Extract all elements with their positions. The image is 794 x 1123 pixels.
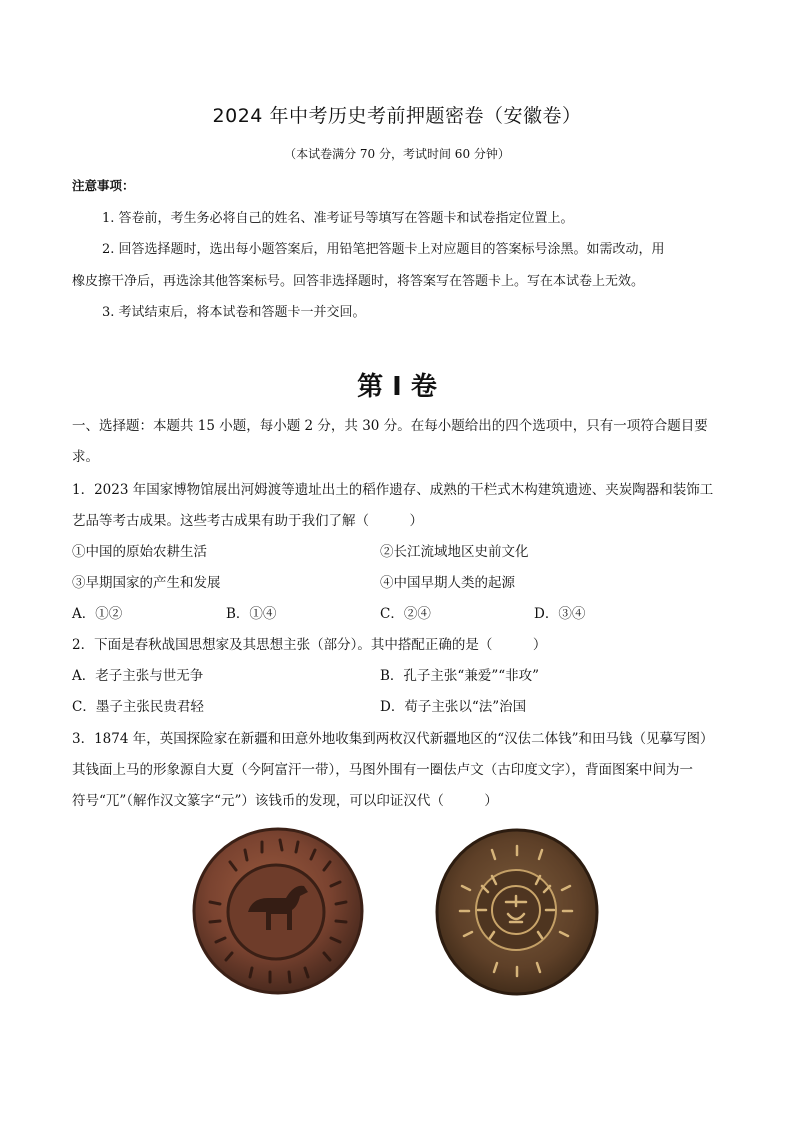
- q1-statement-3: ③早期国家的产生和发展: [72, 575, 221, 591]
- q3-stem-cont-2: 符号“兀”（解作汉文篆字“元”）该钱币的发现，可以印证汉代（ ）: [72, 793, 498, 809]
- notice-heading: 注意事项：: [72, 178, 135, 193]
- notice-item-3: 3. 考试结束后，将本试卷和答题卡一并交回。: [102, 305, 366, 320]
- q2-option-c: C．墨子主张民贵君轻: [72, 699, 204, 715]
- q1-option-b: B．①④: [226, 606, 277, 622]
- q1-option-c: C．②④: [380, 606, 431, 622]
- notice-item-2: 2. 回答选择题时，选出每小题答案后，用铅笔把答题卡上对应题目的答案标号涂黑。如需改动，用: [102, 242, 665, 257]
- q1-stem: 1．2023 年国家博物馆展出河姆渡等遗址出土的稻作遗存、成熟的干栏式木构建筑遗迹、夹炭陶器和装饰工: [72, 482, 714, 498]
- section-intro-cont: 求。: [72, 449, 99, 465]
- q2-option-b: B．孔子主张“兼爱”“非攻”: [380, 668, 540, 684]
- page-subtitle: （本试卷满分 70 分，考试时间 60 分钟）: [284, 147, 510, 161]
- q1-option-a: A．①②: [72, 606, 123, 622]
- notice-item-2-cont: 橡皮擦干净后，再选涂其他答案标号。回答非选择题时，将答案写在答题卡上。写在本试卷上无效。: [72, 274, 645, 289]
- q2-option-a: A．老子主张与世无争: [72, 668, 204, 684]
- notice-item-1: 1. 答卷前，考生务必将自己的姓名、准考证号等填写在答题卡和试卷指定位置上。: [102, 211, 574, 226]
- q2-stem: 2．下面是春秋战国思想家及其思想主张（部分）。其中搭配正确的是（ ）: [72, 637, 547, 653]
- q1-option-d: D．③④: [534, 606, 586, 622]
- q1-statement-1: ①中国的原始农耕生活: [72, 544, 207, 560]
- q3-stem: 3．1874 年，英国探险家在新疆和田意外地收集到两枚汉代新疆地区的“汉佉二体钱”和田马钱（见摹写图）: [72, 731, 714, 747]
- q2-option-d: D．荀子主张以“法”治国: [380, 699, 527, 715]
- q1-statement-4: ④中国早期人类的起源: [380, 575, 515, 591]
- q3-stem-cont-1: 其钱面上马的形象源自大夏（今阿富汗一带），马图外围有一圈佉卢文（古印度文字），背面图案中间为一: [72, 762, 693, 778]
- q1-statement-2: ②长江流域地区史前文化: [380, 544, 529, 560]
- coin-reverse-image: [432, 826, 602, 998]
- page-title: 2024 年中考历史考前押题密卷（安徽卷）: [212, 105, 582, 127]
- coin-obverse-image: [190, 822, 366, 998]
- section-intro: 一、选择题：本题共 15 小题，每小题 2 分，共 30 分。在每小题给出的四个选项中，只有一项符合题目要: [72, 418, 708, 434]
- q1-stem-cont: 艺品等考古成果。这些考古成果有助于我们了解（ ）: [72, 513, 423, 529]
- volume-title: 第 I 卷: [357, 372, 437, 402]
